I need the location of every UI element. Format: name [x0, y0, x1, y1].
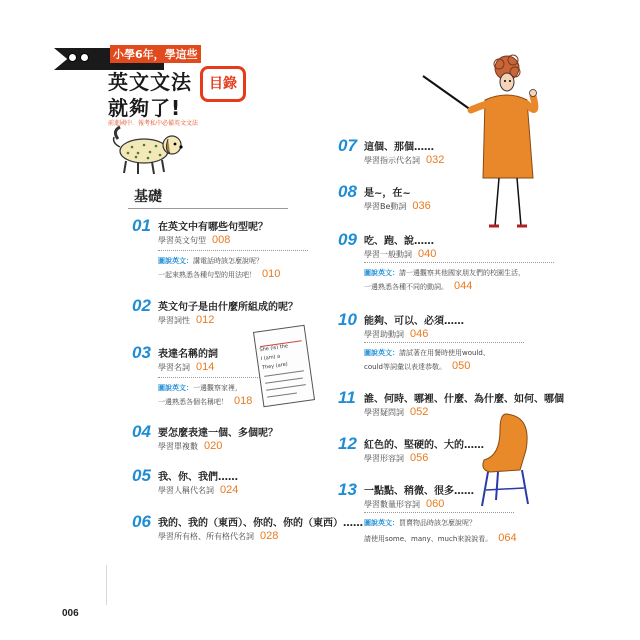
page-ref: 060: [426, 498, 445, 510]
entry-number: 12: [338, 434, 357, 453]
entry-extra: 圖說英文：請一邊觀察其他國家朋友們的校園生活，: [364, 269, 525, 277]
entry-number: 08: [338, 182, 357, 201]
entry-extra: 請使用some、many、much來說說看。 064: [364, 532, 517, 544]
entry-subtitle: 學習形容詞 056: [364, 452, 429, 464]
page-ref: 032: [426, 154, 445, 166]
section-heading: 基礎: [134, 189, 162, 205]
note-paper-illustration: [253, 325, 315, 407]
entry-subtitle: 學習疑問詞 052: [364, 406, 429, 418]
entry-number: 07: [338, 136, 357, 155]
page-ref: 064: [498, 532, 517, 544]
entry-subtitle: 學習名詞 014: [158, 361, 215, 373]
dotted-divider: [364, 262, 554, 263]
entry-number: 13: [338, 480, 357, 499]
page-number: 006: [62, 608, 79, 619]
entry-number: 10: [338, 310, 357, 329]
page-ref: 008: [212, 234, 231, 246]
chair-illustration: [470, 410, 540, 510]
entry-title: 表達名稱的詞: [158, 349, 218, 360]
logo-subtitle: 前進國中．報考私中必備英文文法: [108, 120, 199, 127]
note-line: They (are): [261, 361, 289, 372]
entry-extra: 一邊熟悉各個名稱吧！ 018: [158, 395, 253, 407]
eye-icon: [80, 53, 89, 62]
entry-subtitle: 學習所有格、所有格代名詞 028: [158, 530, 279, 542]
entry-extra: 圖說英文：請試著在用餐時使用would、: [364, 349, 490, 357]
dotted-divider: [158, 250, 308, 251]
page-ref: 040: [418, 248, 437, 260]
section-divider: [128, 208, 288, 209]
teacher-illustration: [415, 48, 560, 238]
entry-subtitle: 學習人稱代名詞 024: [158, 484, 239, 496]
entry-subtitle: 學習單複數 020: [158, 440, 223, 452]
entry-title: 這個、那個……: [364, 142, 434, 153]
page-ref: 028: [260, 530, 279, 542]
entry-number: 02: [132, 296, 151, 315]
entry-extra: 一邊熟悉各種不同的動詞。 044: [364, 280, 473, 292]
entry-number: 05: [132, 466, 151, 485]
entry-extra: 一起來熟悉各種句型的用法吧！ 010: [158, 268, 281, 280]
entry-subtitle: 學習Be動詞 036: [364, 200, 431, 212]
page-ref: 010: [262, 268, 281, 280]
entry-extra: 圖說英文：講電話時該怎麼說呢？: [158, 257, 263, 265]
page-ref: 020: [204, 440, 223, 452]
dotted-divider: [158, 377, 268, 378]
entry-number: 06: [132, 512, 151, 531]
pointer-stick: [423, 76, 471, 110]
entry-number: 09: [338, 230, 357, 249]
note-line: I (am) a: [260, 353, 281, 363]
note-line: She (is) the: [259, 343, 289, 354]
dotted-divider: [364, 512, 514, 513]
book-logo: [48, 40, 218, 130]
logo-line-2: 英文文法: [108, 70, 192, 94]
moon-icon: [115, 127, 120, 139]
logo-line-3: 就夠了!: [108, 96, 182, 120]
page-ref: 036: [412, 200, 431, 212]
entry-extra: 圖說英文：一邊觀察家裡，: [158, 384, 242, 392]
entry-title: 吃、跑、說……: [364, 236, 434, 247]
page-ref: 044: [454, 280, 473, 292]
entry-number: 01: [132, 216, 151, 235]
entry-title: 在英文中有哪些句型呢？: [158, 222, 268, 233]
entry-subtitle: 學習詞性 012: [158, 314, 215, 326]
page-ref: 024: [220, 484, 239, 496]
dotted-divider: [364, 342, 524, 343]
entry-number: 04: [132, 422, 151, 441]
entry-extra: could等詞彙以表達恭敬。 050: [364, 360, 471, 372]
toc-badge: 目錄: [200, 66, 246, 102]
entry-subtitle: 學習一般動詞 040: [364, 248, 437, 260]
page-ref: 056: [410, 452, 429, 464]
page-ref: 012: [196, 314, 215, 326]
page-ref: 014: [196, 361, 215, 373]
entry-title: 誰、何時、哪裡、什麼、為什麼、如何、哪個: [364, 394, 564, 405]
entry-subtitle: 學習數量形容詞 060: [364, 498, 445, 510]
entry-title: 我、你、我們……: [158, 472, 238, 483]
entry-subtitle: 學習助動詞 046: [364, 328, 429, 340]
entry-title: 是~，在~: [364, 188, 411, 199]
dog-illustration: [108, 125, 190, 177]
entry-subtitle: 學習指示代名詞 032: [364, 154, 445, 166]
page-ref: 050: [451, 360, 471, 372]
entry-title: 英文句子是由什麼所組成的呢？: [158, 302, 298, 313]
page-ref: 018: [234, 395, 253, 407]
page-ref: 052: [410, 406, 429, 418]
entry-title: 要怎麼表達一個、多個呢？: [158, 428, 278, 439]
page-ref: 046: [410, 328, 429, 340]
entry-subtitle: 學習英文句型 008: [158, 234, 231, 246]
eye-icon: [68, 53, 77, 62]
entry-number: 03: [132, 343, 151, 362]
entry-title: 能夠、可以、必須……: [364, 316, 464, 327]
entry-title: 一點點、稍微、很多……: [364, 486, 474, 497]
gutter-line: [106, 565, 107, 605]
entry-number: 11: [338, 388, 356, 407]
entry-extra: 圖說英文：買賣物品時該怎麼說呢？: [364, 519, 476, 527]
logo-line-1: 小學6年，學這些: [110, 45, 201, 63]
entry-title: 我的、我的（東西）、你的、你的（東西）……: [158, 518, 363, 529]
entry-title: 紅色的、堅硬的、大的……: [364, 440, 484, 451]
